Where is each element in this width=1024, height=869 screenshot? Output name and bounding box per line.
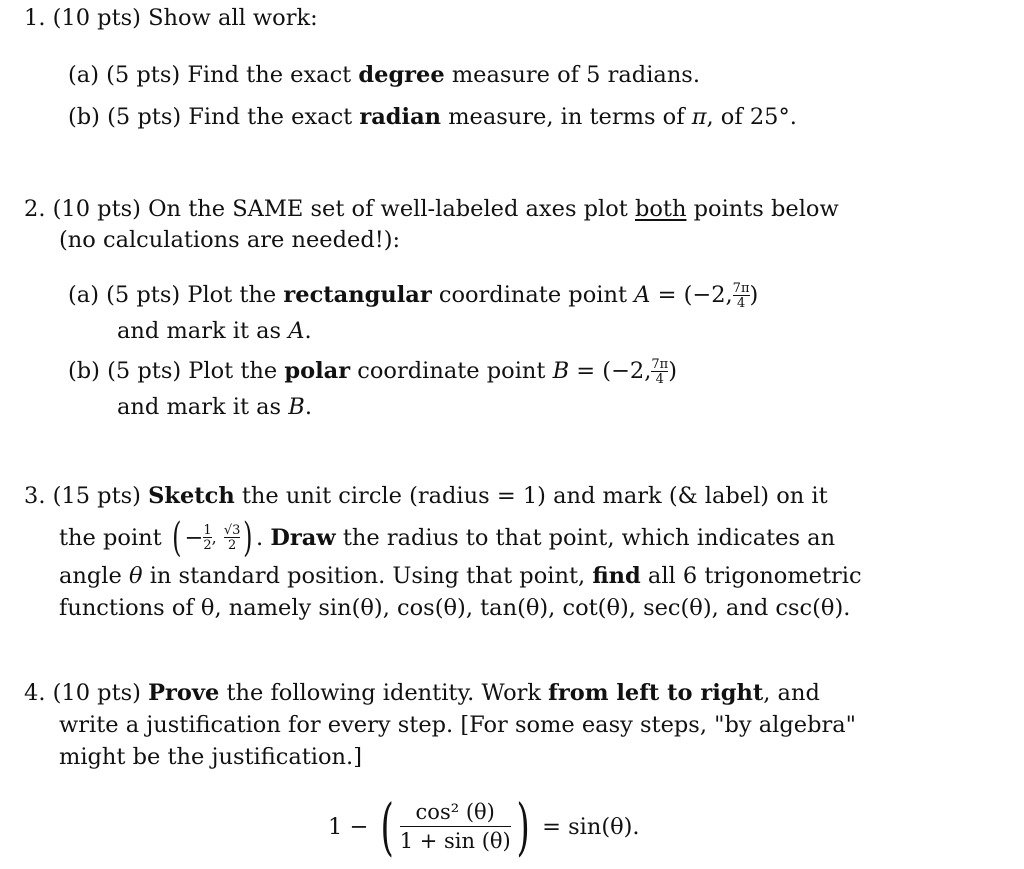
- p1b-bold: radian: [359, 104, 442, 130]
- problem-4-line-3: might be the justification.]: [59, 744, 362, 770]
- p1a-post: measure of 5 radians.: [451, 62, 701, 88]
- p1b-pts: (5 pts): [107, 104, 182, 130]
- p1a-pre: Find the exact: [187, 62, 352, 88]
- p2b-line2-var: B: [288, 394, 305, 420]
- p3-line3-pre: angle: [59, 563, 122, 589]
- p3-line2-post: the radius to that point, which indicates an: [342, 524, 836, 551]
- p3-fx-sign: −: [184, 524, 204, 551]
- eq-lead: 1 −: [328, 813, 369, 840]
- p2b-bold: polar: [284, 358, 351, 384]
- eq-right-paren: ): [516, 790, 530, 863]
- right-paren: ): [243, 515, 253, 561]
- eq-numerator: cos² (θ): [415, 800, 495, 824]
- p2b-fraction: [651, 358, 668, 386]
- p3-period: .: [256, 524, 264, 551]
- problem-2a: [68, 282, 758, 310]
- p2b-post: coordinate point: [357, 358, 546, 384]
- p3-fy-num: √3: [223, 523, 241, 538]
- problem-1a: [68, 64, 700, 87]
- problem-3-number: 3.: [24, 483, 46, 509]
- p1b-pre: Find the exact: [188, 104, 353, 130]
- p2a-label: (a): [68, 282, 99, 308]
- p2b-frac-num: 7π: [651, 357, 669, 372]
- identity-equation: [328, 790, 640, 863]
- p2a-var: A: [634, 282, 651, 308]
- p2b-var: B: [552, 358, 570, 384]
- p2-pre: (10 pts) On the SAME set of well-labeled axes plot: [52, 196, 628, 222]
- p4-bold-prove: Prove: [148, 680, 220, 706]
- problem-1-header-text: (10 pts) Show all work:: [52, 5, 318, 31]
- problem-1-header: [24, 7, 318, 30]
- p2b-pts: (5 pts): [107, 358, 182, 384]
- p1b-post: , of 25°.: [706, 104, 797, 130]
- p3-bold-draw: Draw: [270, 524, 336, 551]
- p3-fx-num: 1: [203, 523, 212, 538]
- p2-post: points below: [693, 196, 839, 222]
- problem-4-line-1: [24, 682, 820, 705]
- p2a-frac-num: 7π: [732, 281, 750, 296]
- p1b-pi: π: [691, 104, 707, 130]
- p3-bold-sketch: Sketch: [148, 483, 235, 509]
- p3-line1-text: the unit circle (radius = 1) and mark (& label) on it: [241, 483, 828, 509]
- p2a-pts: (5 pts): [106, 282, 181, 308]
- p2b-line2-pre: and mark it as: [117, 394, 282, 420]
- p4-bold-direction: from left to right: [548, 680, 764, 706]
- problem-2-line-1: [24, 198, 839, 221]
- left-paren: (: [171, 515, 182, 561]
- problem-2-number: 2.: [24, 196, 46, 222]
- p2a-close: ): [749, 282, 759, 308]
- eq-fraction: [400, 802, 511, 852]
- p1b-label: (b): [68, 104, 100, 130]
- p1a-label: (a): [68, 62, 99, 88]
- p2a-line2-pre: and mark it as: [117, 318, 282, 344]
- p2b-coords: = (−2,: [576, 358, 652, 384]
- p4-pts: (10 pts): [52, 680, 141, 706]
- problem-4-line-2: write a justification for every step. [For some easy steps, "by algebra": [59, 712, 857, 738]
- p4-end1: , and: [763, 680, 820, 706]
- p2a-frac-den: 4: [733, 295, 750, 310]
- problem-2b: [68, 358, 677, 386]
- p3-fx-den: 2: [203, 538, 212, 553]
- problem-2b-line-2: [117, 396, 312, 419]
- p3-theta: θ: [128, 563, 143, 589]
- p1a-bold: degree: [358, 62, 445, 88]
- eq-left-paren: (: [380, 790, 395, 863]
- p3-pts: (15 pts): [52, 483, 141, 509]
- problem-3-line-2: [59, 515, 836, 561]
- p2b-frac-den: 4: [651, 371, 668, 386]
- p4-mid1: the following identity. Work: [226, 680, 542, 706]
- p2a-pre: Plot the: [187, 282, 277, 308]
- problem-2-line-2: (no calculations are needed!):: [59, 227, 401, 253]
- problem-1b: [68, 106, 797, 129]
- problem-3-line-4: functions of θ, namely sin(θ), cos(θ), tan(θ), cot(θ), sec(θ), and csc(θ).: [59, 595, 851, 621]
- problem-2a-line-2: [117, 320, 312, 343]
- p2a-fraction: [733, 282, 750, 310]
- problem-3-line-1: [24, 485, 828, 508]
- eq-rhs: = sin(θ).: [542, 813, 640, 840]
- p3-comma: ,: [211, 528, 217, 547]
- p2a-line2-end: .: [304, 318, 312, 344]
- eq-denominator: 1 + sin (θ): [400, 826, 511, 852]
- problem-4-number: 4.: [24, 680, 46, 706]
- p2b-line2-end: .: [304, 394, 312, 420]
- p2b-close: ): [668, 358, 678, 384]
- p3-fraction-y: [224, 524, 241, 552]
- p3-bold-find: find: [592, 563, 641, 589]
- p3-line3-post: all 6 trigonometric: [647, 563, 862, 589]
- p2-underlined-word: both: [634, 196, 687, 222]
- p2b-label: (b): [68, 358, 100, 384]
- p3-fy-den: 2: [224, 537, 241, 552]
- p2a-post: coordinate point: [438, 282, 627, 308]
- p2a-bold: rectangular: [283, 282, 432, 308]
- p2a-line2-var: A: [288, 318, 305, 344]
- p3-line2-pre: the point: [59, 524, 162, 551]
- p2b-pre: Plot the: [188, 358, 278, 384]
- problem-1-number: 1.: [24, 5, 46, 31]
- p3-fraction-x: [203, 524, 211, 552]
- p3-line3-mid: in standard position. Using that point,: [149, 563, 586, 589]
- p1a-pts: (5 pts): [106, 62, 181, 88]
- p1b-mid: measure, in terms of: [448, 104, 685, 130]
- p2a-coords: = (−2,: [657, 282, 733, 308]
- problem-3-line-3: [59, 565, 862, 588]
